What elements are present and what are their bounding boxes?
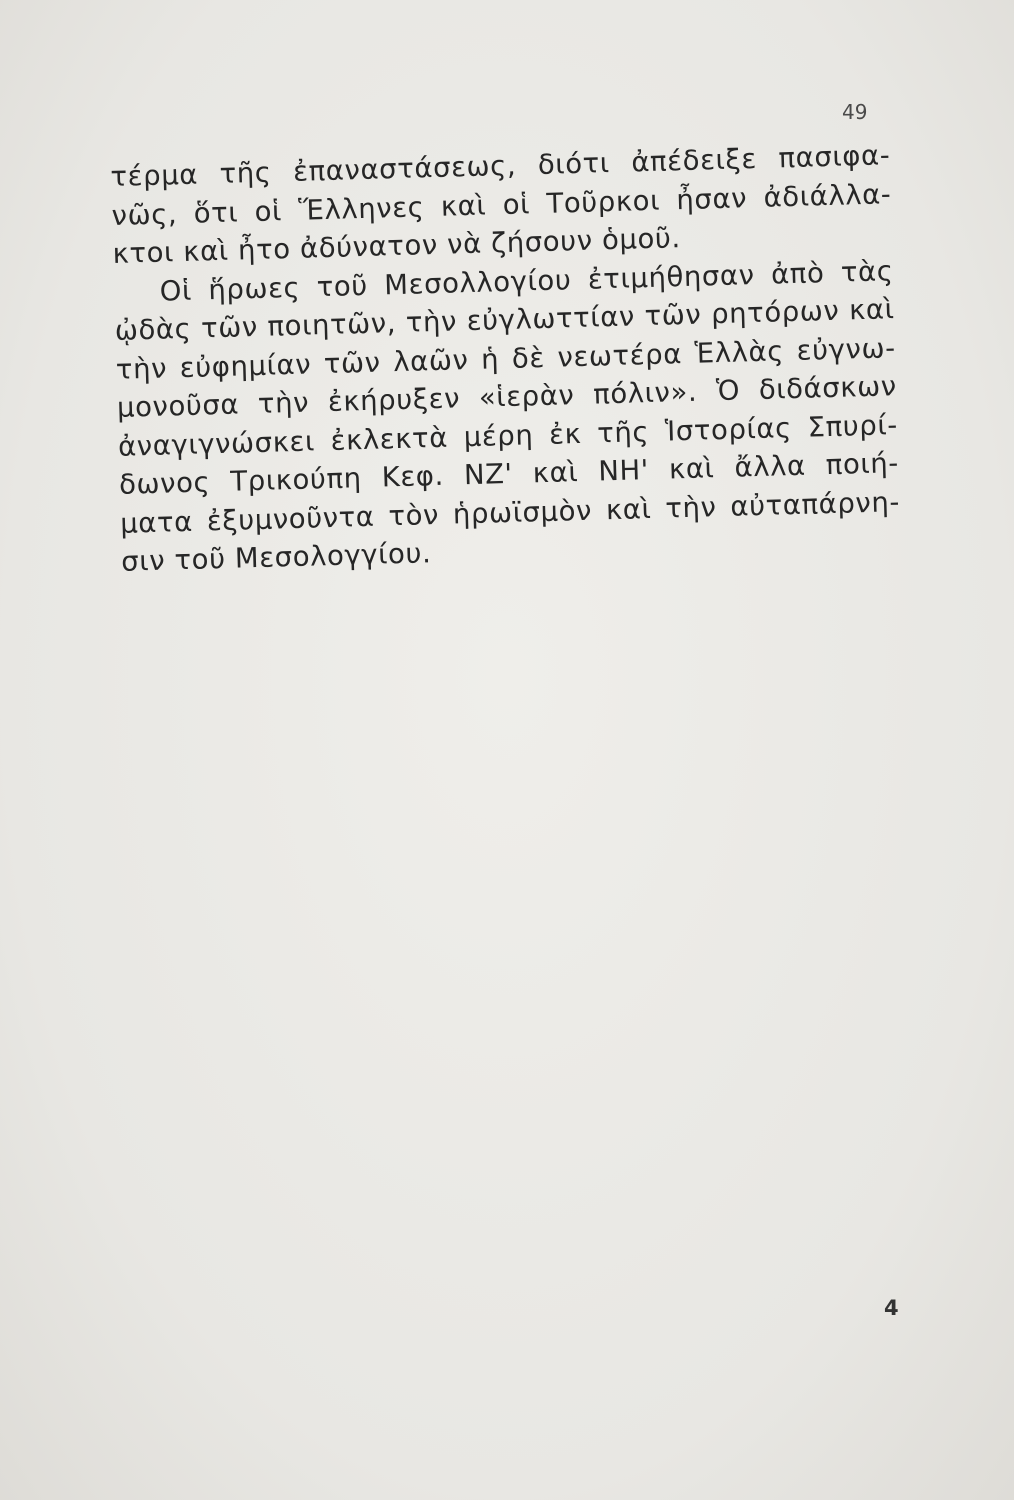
text-line: ᾠδὰς τῶν ποιητῶν, τὴν εὐγλωττίαν τῶν ρητόρων καὶ bbox=[114, 293, 895, 347]
body-paragraph bbox=[110, 136, 902, 581]
text-line: σιν τοῦ Μεσολογγίου. bbox=[120, 537, 432, 578]
text-line: μονοῦσα τὴν ἐκήρυξεν «ἱερὰν πόλιν». Ὁ διδάσκων bbox=[116, 370, 898, 424]
text-line: Οἱ ἥρωες τοῦ Μεσολλογίου ἐτιμήθησαν ἀπὸ τὰς bbox=[159, 254, 894, 308]
text-line: κτοι καὶ ἦτο ἀδύνατον νὰ ζήσουν ὁμοῦ. bbox=[112, 222, 682, 270]
text-line: τέρμα τῆς ἐπαναστάσεως, διότι ἀπέδειξε πασιφα- bbox=[110, 139, 891, 193]
text-line: δωνος Τρικούπη Κεφ. ΝΖ' καὶ ΝΗ' καὶ ἄλλα ποιή- bbox=[118, 447, 900, 501]
text-line: ἀναγιγνώσκει ἐκλεκτὰ μέρη ἐκ τῆς Ἱστορίας Σπυρί- bbox=[117, 408, 899, 463]
page-number: 49 bbox=[842, 100, 868, 124]
text-line: νῶς, ὅτι οἱ Ἕλληνες καὶ οἱ Τοῦρκοι ἦσαν ἀδιάλλα- bbox=[111, 177, 892, 232]
text-line: τὴν εὐφημίαν τῶν λαῶν ἡ δὲ νεωτέρα Ἑλλὰς εὐγνω- bbox=[115, 331, 897, 386]
text-line: ματα ἐξυμνοῦντα τὸν ἡρωϊσμὸν καὶ τὴν αὐταπάρνη- bbox=[119, 485, 901, 540]
signature-mark: 4 bbox=[884, 1296, 899, 1320]
